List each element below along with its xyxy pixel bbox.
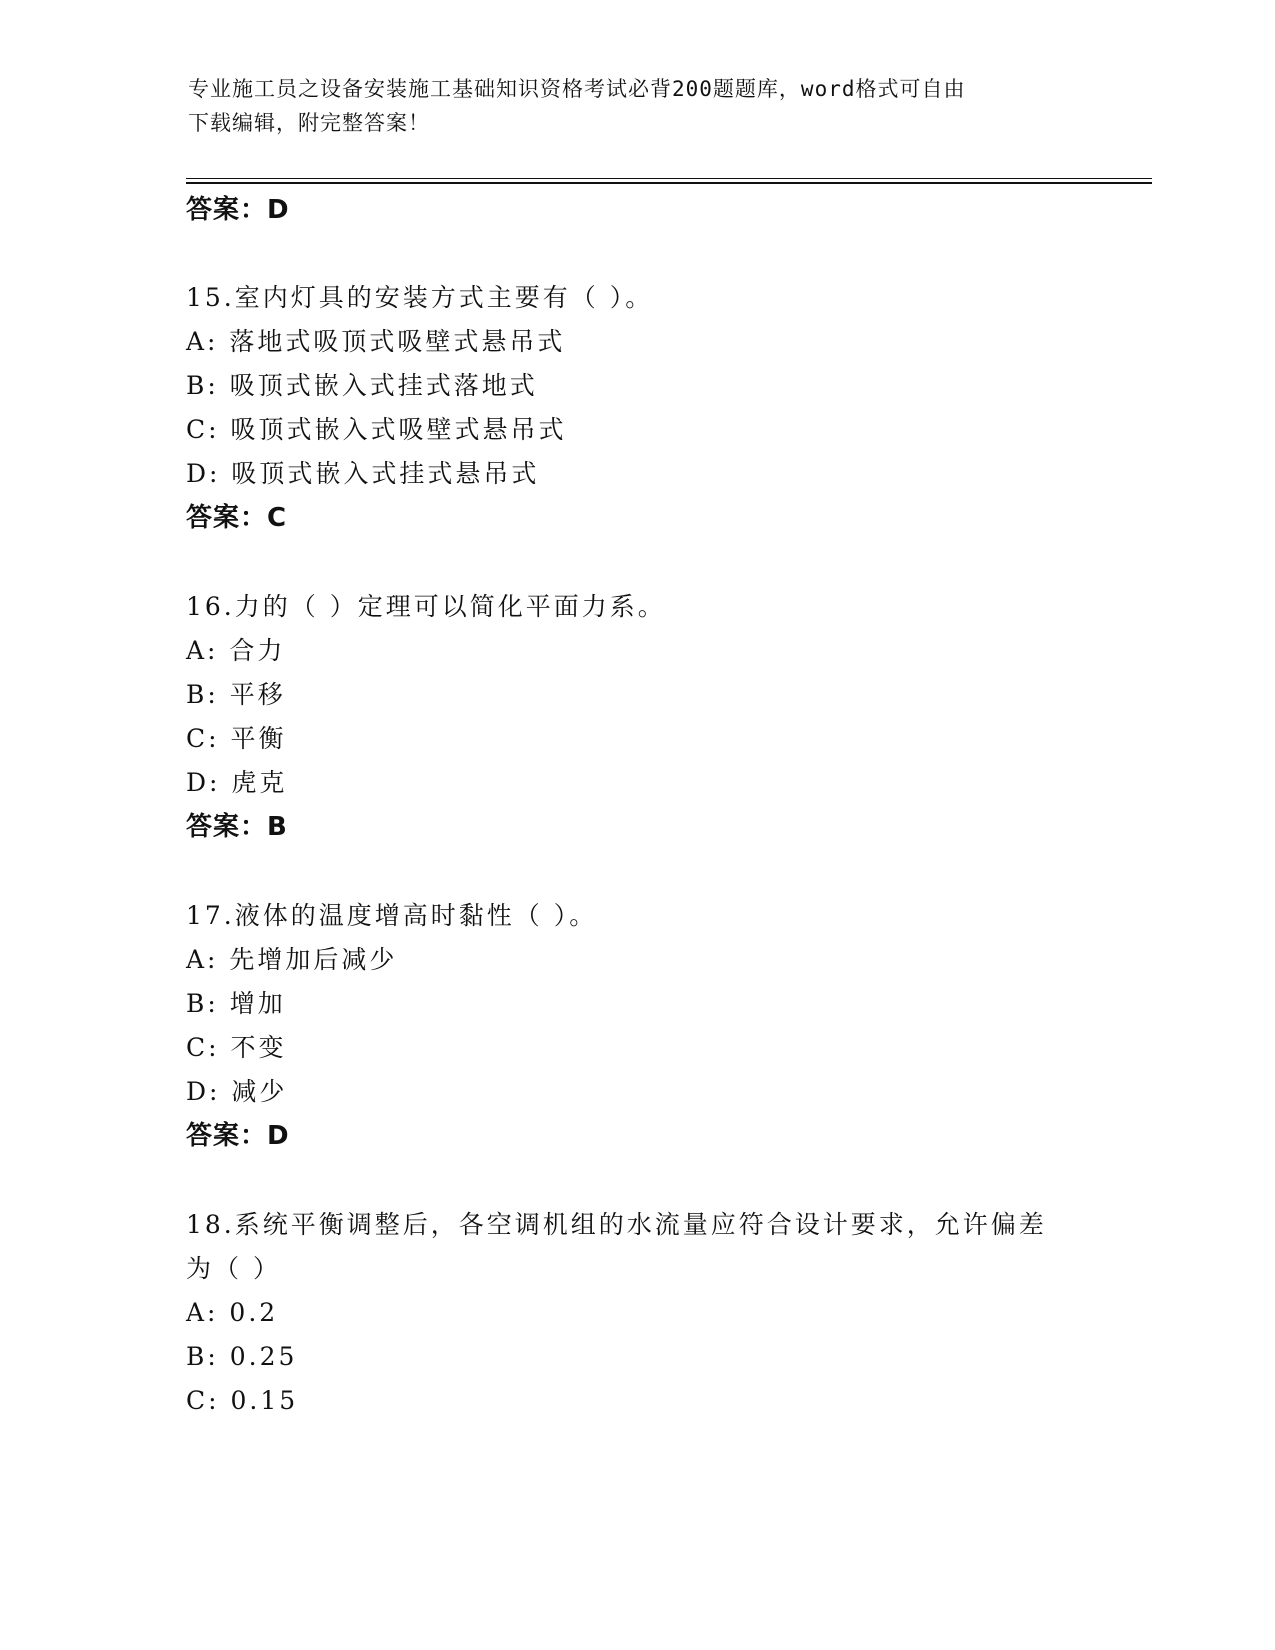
question-18-option-c: C: 0.15 xyxy=(186,1386,299,1415)
question-16-option-c: C: 平衡 xyxy=(186,724,287,753)
answer-16: 答案：B xyxy=(186,812,288,842)
question-17-option-d: D: 减少 xyxy=(186,1077,288,1106)
answer-15: 答案：C xyxy=(186,503,288,533)
question-15-option-b: B: 吸顶式嵌入式挂式落地式 xyxy=(186,371,538,400)
header-line-2: 下载编辑，附完整答案！ xyxy=(188,111,430,135)
question-17-option-a: A: 先增加后减少 xyxy=(186,945,398,974)
question-18-option-b: B: 0.25 xyxy=(186,1342,298,1371)
document-header xyxy=(188,72,1068,140)
question-16-option-a: A: 合力 xyxy=(186,636,286,665)
question-15-option-c: C: 吸顶式嵌入式吸壁式悬吊式 xyxy=(186,415,567,444)
question-15-option-d: D: 吸顶式嵌入式挂式悬吊式 xyxy=(186,459,540,488)
answer-14: 答案：D xyxy=(186,195,290,225)
question-17-option-b: B: 增加 xyxy=(186,989,286,1018)
question-18-stem-line-2: 为（ ） xyxy=(186,1254,281,1283)
header-line-1: 专业施工员之设备安装施工基础知识资格考试必背200题题库，word格式可自由 xyxy=(188,77,966,101)
header-rule-thick xyxy=(186,182,1152,184)
question-15-option-a: A: 落地式吸顶式吸壁式悬吊式 xyxy=(186,327,566,356)
question-16-option-d: D: 虎克 xyxy=(186,768,288,797)
question-18-stem-line-1: 18.系统平衡调整后，各空调机组的水流量应符合设计要求，允许偏差 xyxy=(186,1210,1047,1239)
question-16-option-b: B: 平移 xyxy=(186,680,286,709)
question-18-option-a: A: 0.2 xyxy=(186,1298,279,1327)
question-17-stem: 17.液体的温度增高时黏性（ ）。 xyxy=(186,901,598,930)
question-17-option-c: C: 不变 xyxy=(186,1033,287,1062)
answer-17: 答案：D xyxy=(186,1121,290,1151)
header-rule-thin xyxy=(186,178,1152,179)
question-16-stem: 16.力的（ ）定理可以简化平面力系。 xyxy=(186,592,666,621)
question-15-stem: 15.室内灯具的安装方式主要有（ ）。 xyxy=(186,283,654,312)
